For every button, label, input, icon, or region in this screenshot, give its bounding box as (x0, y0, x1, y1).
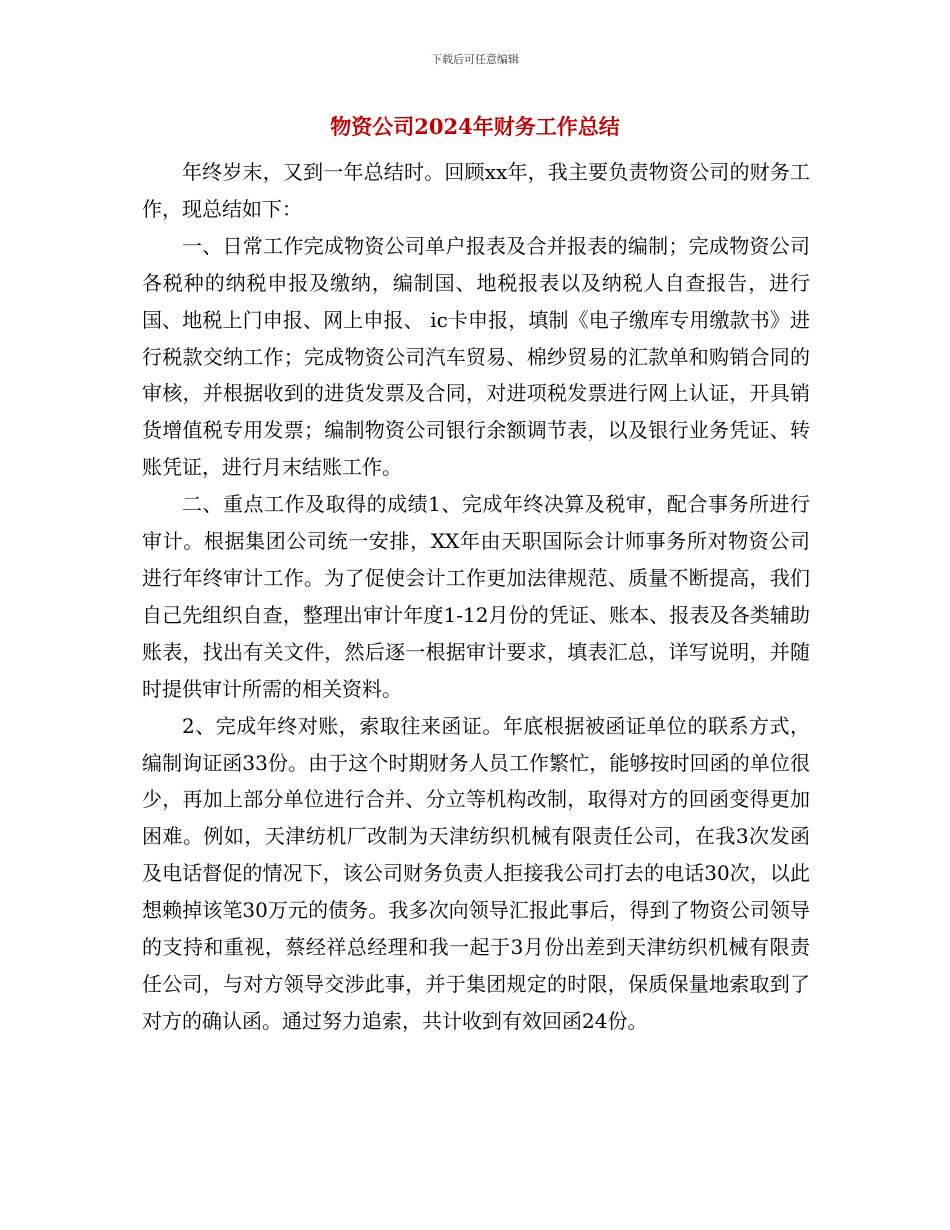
paragraph-key-work: 二、重点工作及取得的成绩1、完成年终决算及税审，配合事务所进行审计。根据集团公司统一安排，XX年由天职国际会计师事务所对物资公司进行年终审计工作。为了促使会计工作更加法律规范、质量不断提高，我们自己先组织自查，整理出审计年度1-12月份的凭证、账本、报表及各类辅助账表，找出有关文件，然后逐一根据审计要求，填表汇总，详写说明，并随时提供审计所需的相关资料。 (142, 492, 810, 701)
document-body (142, 154, 810, 1040)
paragraph-intro: 年终岁末，又到一年总结时。回顾xx年，我主要负责物资公司的财务工作，现总结如下： (142, 160, 810, 221)
document-title: 物资公司2024年财务工作总结 (330, 114, 620, 139)
page-header-note: 下载后可任意编辑 (431, 53, 519, 66)
paragraph-reconciliation: 2、完成年终对账，索取往来函证。年底根据被函证单位的联系方式，编制询证函33份。由于这个时期财务人员工作繁忙，能够按时回函的单位很少，再加上部分单位进行合并、分立等机构改制，取得对方的回函变得更加困难。例如，天津纺机厂改制为天津纺织机械有限责任公司，在我3次发函及电话督促的情况下，该公司财务负责人拒接我公司打去的电话30次，以此想赖掉该笔30万元的债务。我多次向领导汇报此事后，得到了物资公司领导的支持和重视，蔡经祥总经理和我一起于3月份出差到天津纺织机械有限责任公司，与对方领导交涉此事，并于集团规定的时限，保质保量地索取到了对方的确认函。通过努力追索，共计收到有效回函24份。 (142, 713, 810, 1033)
paragraph-daily-work: 一、日常工作完成物资公司单户报表及合并报表的编制；完成物资公司各税种的纳税申报及缴纳，编制国、地税报表以及纳税人自查报告，进行国、地税上门申报、网上申报、 ic卡申报，填制《电子缴库专用缴款书》进行税款交纳工作；完成物资公司汽车贸易、棉纱贸易的汇款单和购销合同的审核，并根据收到的进货发票及合同，对进项税发票进行网上认证，开具销货增值税专用发票；编制物资公司银行余额调节表，以及银行业务凭证、转账凭证，进行月末结账工作。 (142, 233, 810, 480)
